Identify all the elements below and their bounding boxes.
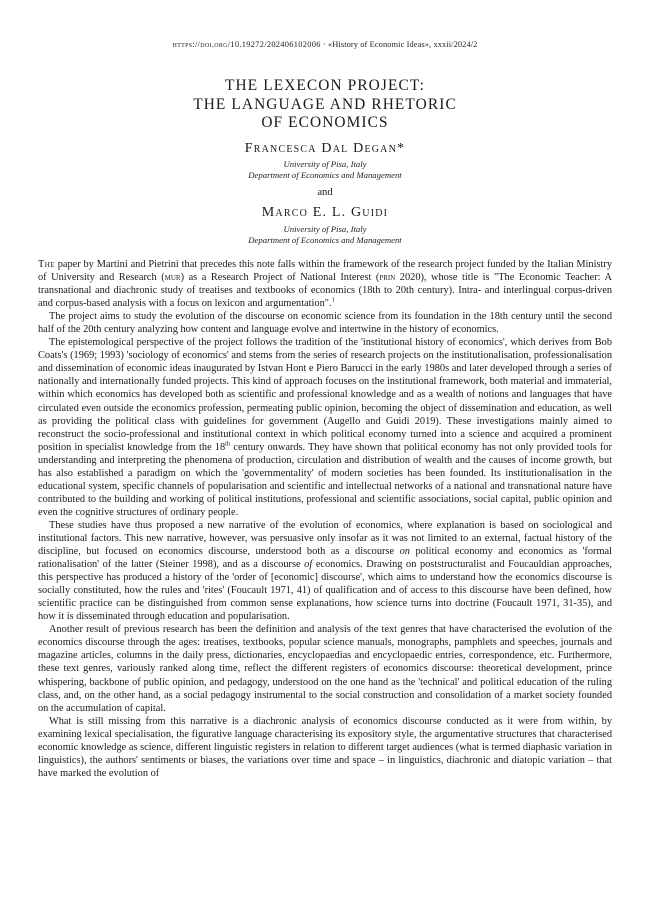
- author-department-2: Department of Economics and Management: [248, 235, 402, 246]
- paragraph-4-text-a: These studies have thus proposed a new narrative of the evolution of economics, where explanation is based on sociological and institutional factors. This new narrative, however, was persuasive only insofar as it was not limited to an external, factual history of the discipline, but focused on economics discourse, understood both as a discourse: [38, 519, 612, 558]
- acronym-prin: prin: [379, 272, 396, 284]
- authors-conjunction: and: [317, 187, 333, 198]
- title-line-3: OF ECONOMICS: [261, 114, 389, 132]
- author-name-2: Marco E. L. Guidi: [261, 205, 389, 220]
- emphasis-on: on: [399, 546, 410, 558]
- title-line-1: THE LEXECON PROJECT:: [225, 77, 425, 94]
- paragraph-6: What is still missing from this narrative is a diachronic analysis of economics discourse conducted as it were from within, by examining lexical specialisation, the figurative language characterising its expository style, the argumentative structures that characterised economic knowledge as science, different linguistic registers in relation to different target audiences (what is termed diaphasic variation in linguistics), the authors' sentiments or biases, the variations over time and space – in linguistics, diachronic and diatopic variation – that have marked the evolution of: [38, 715, 612, 779]
- paragraph-1-text-c: 2020), whose title is "The Economic Teacher: A transnational and diachronic study of treatises and textbooks of economics (18th to 20th century). Intra- and interlingual corpus-driven and corpus-based analysis with a focus on lexicon and argumentation".: [38, 272, 612, 310]
- author-affiliation-2: [0, 224, 650, 247]
- paragraph-1-text-b: ) as a Research Project of National Interest (: [180, 272, 380, 284]
- footnote-marker[interactable]: 1: [331, 296, 335, 304]
- paragraph-3-text-a: The epistemological perspective of the project follows the tradition of the 'institutional history of economics', which derives from Bob Coats's (1969; 1993) 'sociology of economics' and stems from the series of research projects on the institutionalisation, professionalisation and dissemination of economic ideas inaugurated by Istvan Hont e Piero Barucci in the early 1980s and later developed through a series of nationally and internationally funded projects. This kind of approach focuses on the institutional framework, both material and immaterial, within which economics has developed both as scientific and professional knowledge and as a wealth of notions and languages that have circulated even outside the economics profession, permeating public opinion, becoming the object of dissemination and education, as well as providing the political class with guidelines for government (Augello and Guidi 2019). These investigations mainly aimed to reconstruct the socio-professional and institutional context in which political economy turned into a science and acquired a prominent position in specialist knowledge from the 18: [38, 337, 612, 453]
- paragraph-5: Another result of previous research has been the definition and analysis of the text genres that have characterised the evolution of the economics discourse through the ages: treatises, textbooks, popular science manuals, monographs, pamphlets and speeches, journals and magazine articles, columns in the daily press, dictionaries, encyclopaedias and encyclopaedic entries, correspondence, etc. Furthermore, these text genres, variously ranked along time, reflect the different registers of economics discourse: theoretical development, prince whispering, backbone of public opinion, and pedagogy, understood on the one hand as the 'technical' and political education of the ruling class, and, on the other hand, as a social pedagogy instrumental to the social construction and consolidation of a market society founded on the accumulation of capital.: [38, 624, 612, 714]
- paragraph-2: The project aims to study the evolution of the discourse on economic science from its foundation in the 18th century until the second half of the 20th century analyzing how content and language evolve and intertwine in the history of economics.: [38, 311, 612, 336]
- paragraph-3-text-b: century onwards. They have shown that political economy has not only provided tools for understanding and interpreting the phenomena of production, circulation and distribution of wealth and the causes of income growth, but has also established a paradigm on which the 'governmentality' of modern societies has been founded. Its institutionalisation in the educational system, specific channels of popularisation and scientific and intellectual networks of a national and transnational nature have contributed to the building and working of political institutions, professional and scientific associations, social capital, public opinion and even the cognitive structures of ordinary people.: [38, 441, 613, 518]
- author-affiliation-1: [0, 159, 650, 182]
- article-title: [0, 77, 650, 133]
- author-department-1: Department of Economics and Management: [248, 170, 402, 181]
- ordinal-superscript: th: [225, 440, 231, 448]
- paragraph-1-text-a: paper by Martini and Pietrini that precedes this note falls within the framework of the research project funded by the Italian Ministry of University and Research (: [38, 259, 612, 284]
- author-university-2: University of Pisa, Italy: [283, 224, 367, 234]
- opening-word: The: [38, 259, 55, 270]
- running-head: [0, 40, 650, 49]
- acronym-mur: mur: [164, 272, 181, 284]
- paragraph-4: [38, 519, 612, 623]
- doi-link[interactable]: https://doi.org/10.19272/202406102006: [172, 40, 321, 49]
- paragraph-4-text-c: economics. Drawing on poststructuralist and Foucauldian approaches, this perspective has produced a history of the 'order of [economic] discourse', which aims to understand how the economics discourse is socially constituted, how the rules and 'rites' (Foucault 1971, 41) of qualification and of access to this discourse have been defined, how scientific practice can be distinguished from common sense explanations, how science turns into doctrine (Foucault 1971, 31-35), and how it is disseminated through education and popularisation.: [38, 559, 612, 623]
- running-head-separator: ·: [320, 40, 328, 49]
- author-university-1: University of Pisa, Italy: [283, 159, 367, 169]
- author-name-1: Francesca Dal Degan*: [244, 141, 406, 156]
- paragraph-3: [38, 336, 612, 519]
- paragraph-4-text-b: political economy and economics as 'formal rationalisation' of the latter (Steiner 1998), and as a discourse: [38, 546, 613, 571]
- emphasis-of: of: [304, 559, 313, 571]
- paragraph-1: [38, 258, 612, 310]
- article-body: [38, 258, 612, 780]
- title-line-2: THE LANGUAGE AND RHETORIC: [193, 95, 457, 113]
- journal-citation: «History of Economic Ideas», xxxii/2024/2: [327, 40, 478, 49]
